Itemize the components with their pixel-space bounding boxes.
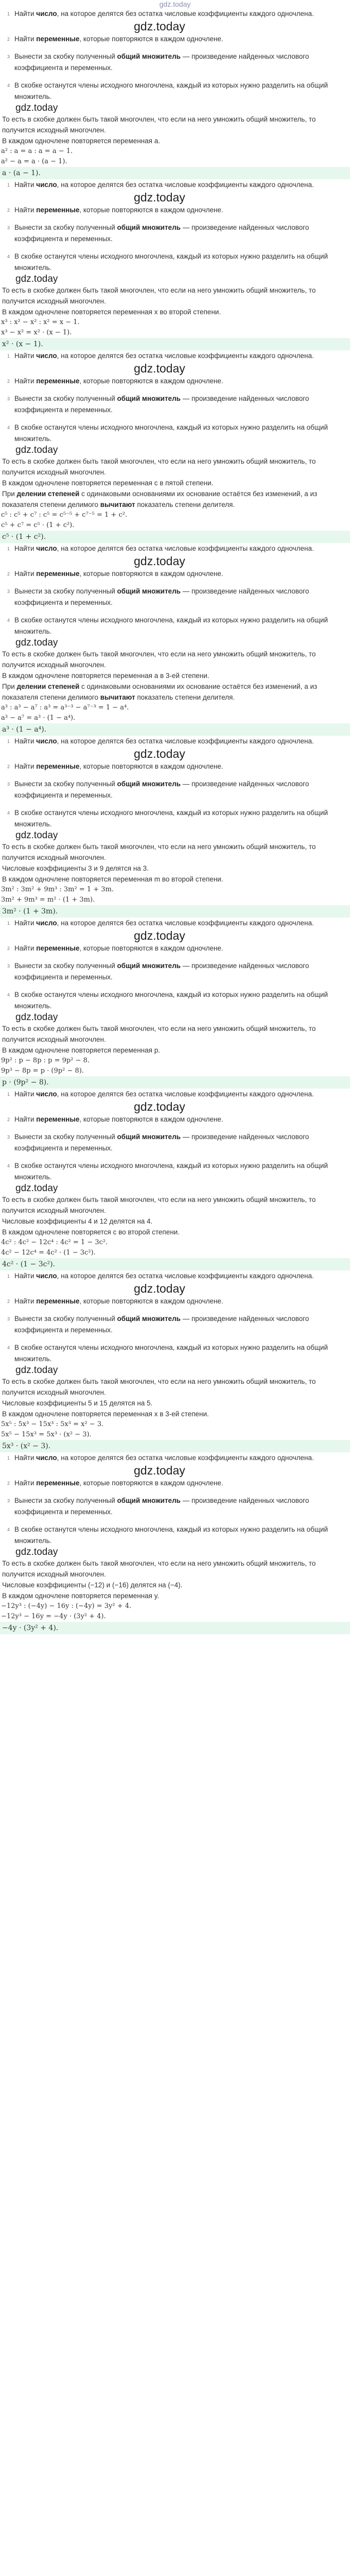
variable-text: В каждом одночлене повторяется c во второй степени. bbox=[2, 1228, 180, 1236]
formula-line: c⁵ : c⁵ + c⁷ : c⁵ = c⁵⁻⁵ + c⁷⁻⁵ = 1 + c². bbox=[1, 511, 128, 519]
step-number: 3 bbox=[7, 1134, 10, 1140]
formula-line: c⁵ + c⁷ = c⁵ · (1 + c²). bbox=[1, 521, 75, 529]
step-number: 4 bbox=[7, 618, 10, 623]
step-keyword: переменные bbox=[36, 570, 80, 578]
formula-line: −12y³ − 16y = −4y · (3y² + 4). bbox=[1, 1613, 106, 1620]
step-keyword: переменные bbox=[36, 944, 80, 952]
watermark-text: gdz.today bbox=[15, 445, 58, 455]
step-keyword: число bbox=[36, 919, 57, 927]
step-keyword: число bbox=[36, 1454, 57, 1462]
answer-highlight: a³ · (1 − a⁴). bbox=[0, 723, 350, 736]
step-number: 1 bbox=[7, 1274, 10, 1279]
step-1: 1 Найти число, на которое делятся без остатка числовые коэффициенты каждого одночлена. bbox=[0, 1270, 350, 1282]
formula-line: x³ − x² = x² · (x − 1). bbox=[1, 329, 72, 336]
step-number: 2 bbox=[7, 764, 10, 769]
step-number: 3 bbox=[7, 589, 10, 594]
step-keyword: переменные bbox=[36, 35, 80, 43]
step-1: 1 Найти число, на которое делятся без остатка числовые коэффициенты каждого одночлена. bbox=[0, 1089, 350, 1100]
step-3: 3 Вынести за скобку полученный общий множитель — произведение найденных числового коэффициента и переменных. bbox=[0, 222, 350, 245]
step-2: 2 Найти переменные, которые повторяются в каждом одночлене. bbox=[0, 1114, 350, 1125]
step-keyword: переменные bbox=[36, 206, 80, 214]
step-number: 1 bbox=[7, 182, 10, 188]
check-text: То есть в скобке должен быть такой многочлен, что если на него умножить общий множитель, то получится исходный многочлен. bbox=[2, 843, 316, 861]
coefficient-text: Числовые коэффициенты 4 и 12 делятся на 4. bbox=[2, 1217, 153, 1225]
check-text: То есть в скобке должен быть такой многочлен, что если на него умножить общий множитель, то получится исходный многочлен. bbox=[2, 457, 316, 476]
step-3: 3 Вынести за скобку полученный общий множитель — произведение найденных числового коэффициента и переменных. bbox=[0, 393, 350, 416]
formula-line: 3m² : 3m² + 9m³ : 3m² = 1 + 3m. bbox=[1, 886, 114, 893]
watermark-text: gdz.today bbox=[134, 362, 185, 375]
step-keyword: общий множитель bbox=[117, 395, 181, 402]
step-number: 1 bbox=[7, 921, 10, 926]
solution-content bbox=[0, 8, 350, 1634]
check-text: То есть в скобке должен быть такой многочлен, что если на него умножить общий множитель, то получится исходный многочлен. bbox=[2, 1378, 316, 1396]
step-1: 1 Найти число, на которое делятся без остатка числовые коэффициенты каждого одночлена. bbox=[0, 918, 350, 929]
watermark-text: gdz.today bbox=[134, 1464, 185, 1477]
watermark-text: gdz.today bbox=[15, 1012, 58, 1023]
check-text: То есть в скобке должен быть такой многочлен, что если на него умножить общий множитель, то получится исходный многочлен. bbox=[2, 115, 316, 134]
step-keyword: число bbox=[36, 352, 57, 360]
watermark-text: gdz.today bbox=[134, 747, 185, 760]
step-2: 2 Найти переменные, которые повторяются в каждом одночлене. bbox=[0, 376, 350, 387]
step-keyword: переменные bbox=[36, 1479, 80, 1487]
step-number: 4 bbox=[7, 1163, 10, 1168]
step-1: 1 Найти число, на которое делятся без остатка числовые коэффициенты каждого одночлена. bbox=[0, 179, 350, 191]
step-number: 2 bbox=[7, 1481, 10, 1486]
solution-block bbox=[0, 350, 350, 543]
step-number: 4 bbox=[7, 810, 10, 816]
step-number: 3 bbox=[7, 963, 10, 969]
step-number: 3 bbox=[7, 1316, 10, 1321]
formula-line: a³ : a³ − a⁷ : a³ = a³⁻³ − a⁷⁻³ = 1 − a⁴. bbox=[1, 704, 129, 711]
formula-line: 9p² : p − 8p : p = 9p² − 8. bbox=[1, 1057, 90, 1064]
step-number: 1 bbox=[7, 353, 10, 359]
algorithm-steps bbox=[0, 736, 350, 830]
step-keyword: переменные bbox=[36, 377, 80, 385]
step-number: 1 bbox=[7, 1092, 10, 1097]
step-3: 3 Вынести за скобку полученный общий множитель — произведение найденных числового коэффициента и переменных. bbox=[0, 1313, 350, 1336]
step-2: 2 Найти переменные, которые повторяются в каждом одночлене. bbox=[0, 205, 350, 216]
step-number: 4 bbox=[7, 425, 10, 430]
step-2: 2 Найти переменные, которые повторяются в каждом одночлене. bbox=[0, 33, 350, 45]
step-number: 2 bbox=[7, 1117, 10, 1122]
step-number: 3 bbox=[7, 54, 10, 59]
formula-line: a² − a = a · (a − 1). bbox=[1, 158, 67, 165]
solution-block bbox=[0, 1452, 350, 1634]
step-number: 3 bbox=[7, 782, 10, 787]
step-2: 2 Найти переменные, которые повторяются в каждом одночлене. bbox=[0, 1296, 350, 1307]
watermark-text: gdz.today bbox=[134, 1282, 185, 1295]
step-2: 2 Найти переменные, которые повторяются в каждом одночлене. bbox=[0, 943, 350, 954]
step-4: 4 В скобке останутся члены исходного многочлена, каждый из которых нужно разделить на общий множитель. bbox=[0, 1524, 350, 1547]
algorithm-steps bbox=[0, 8, 350, 103]
solution-block bbox=[0, 1270, 350, 1452]
step-number: 4 bbox=[7, 1345, 10, 1350]
coefficient-text: Числовые коэффициенты (−12) и (−16) делятся на (−4). bbox=[2, 1581, 183, 1589]
algorithm-steps bbox=[0, 350, 350, 445]
watermark-text: gdz.today bbox=[15, 103, 58, 113]
formula-line: a³ − a⁷ = a³ · (1 − a⁴). bbox=[1, 714, 76, 722]
step-number: 4 bbox=[7, 254, 10, 259]
top-watermark: gdz.today bbox=[159, 0, 191, 8]
step-keyword: переменные bbox=[36, 762, 80, 770]
algorithm-steps bbox=[0, 1452, 350, 1547]
step-keyword: число bbox=[36, 1272, 57, 1280]
step-keyword: число bbox=[36, 1090, 57, 1098]
formula-line: −12y³ : (−4y) − 16y : (−4y) = 3y² + 4. bbox=[1, 1602, 132, 1610]
answer-highlight: p · (9p² − 8). bbox=[0, 1076, 350, 1089]
variable-text: В каждом одночлене повторяется переменная x в 3-ей степени. bbox=[2, 1410, 209, 1418]
formula-line: 5x⁵ − 15x³ = 5x³ · (x² − 3). bbox=[1, 1431, 92, 1438]
variable-text: В каждом одночлене повторяется переменная p. bbox=[2, 1046, 160, 1054]
check-text: То есть в скобке должен быть такой многочлен, что если на него умножить общий множитель, то получится исходный многочлен. bbox=[2, 1196, 316, 1214]
watermark-text: gdz.today bbox=[134, 20, 185, 33]
algorithm-steps bbox=[0, 1270, 350, 1365]
step-keyword: общий множитель bbox=[117, 53, 181, 60]
step-3: 3 Вынести за скобку полученный общий множитель — произведение найденных числового коэффициента и переменных. bbox=[0, 960, 350, 983]
watermark-text: gdz.today bbox=[134, 1100, 185, 1113]
step-keyword: число bbox=[36, 10, 57, 18]
step-number: 2 bbox=[7, 571, 10, 577]
check-text: То есть в скобке должен быть такой многочлен, что если на него умножить общий множитель, то получится исходный многочлен. bbox=[2, 1560, 316, 1578]
step-number: 2 bbox=[7, 1299, 10, 1304]
variable-text: В каждом одночлене повторяется переменная m во второй степени. bbox=[2, 875, 223, 883]
algorithm-steps bbox=[0, 179, 350, 274]
step-number: 2 bbox=[7, 37, 10, 42]
step-keyword: число bbox=[36, 545, 57, 552]
formula-line: 3m² + 9m³ = m² · (1 + 3m). bbox=[1, 896, 95, 904]
step-number: 3 bbox=[7, 396, 10, 401]
step-3: 3 Вынести за скобку полученный общий множитель — произведение найденных числового коэффициента и переменных. bbox=[0, 586, 350, 608]
watermark-text: gdz.today bbox=[134, 554, 185, 568]
formula-line: 4c² : 4c² − 12c⁴ : 4c² = 1 − 3c². bbox=[1, 1239, 108, 1246]
variable-text: В каждом одночлене повторяется переменная c в пятой степени. bbox=[2, 479, 214, 487]
step-4: 4 В скобке останутся члены исходного многочлена, каждый из которых нужно разделить на общий множитель. bbox=[0, 422, 350, 445]
step-keyword: общий множитель bbox=[117, 587, 181, 595]
step-4: 4 В скобке останутся члены исходного многочлена, каждый из которых нужно разделить на общий множитель. bbox=[0, 1342, 350, 1365]
solution-block bbox=[0, 543, 350, 736]
step-4: 4 В скобке останутся члены исходного многочлена, каждый из которых нужно разделить на общий множитель. bbox=[0, 807, 350, 830]
division-rule: При делении степеней с одинаковыми основаниями их основание остаётся без изменений, а из показателя степени делимого вычитают показатель степени делителя. bbox=[2, 490, 318, 509]
step-number: 4 bbox=[7, 992, 10, 997]
step-3: 3 Вынести за скобку полученный общий множитель — произведение найденных числового коэффициента и переменных. bbox=[0, 1495, 350, 1518]
watermark-text: gdz.today bbox=[15, 1183, 58, 1194]
step-keyword: общий множитель bbox=[117, 224, 181, 231]
watermark-text: gdz.today bbox=[15, 1365, 58, 1376]
division-rule: При делении степеней с одинаковыми основаниями их основание остаётся без изменений, а из показателя степени делимого вычитают показатель степени делителя. bbox=[2, 683, 318, 701]
formula-line: 9p³ − 8p = p · (9p² − 8). bbox=[1, 1067, 84, 1075]
step-keyword: общий множитель bbox=[117, 962, 181, 970]
answer-highlight: c⁵ · (1 + c²). bbox=[0, 531, 350, 543]
watermark-text: gdz.today bbox=[15, 830, 58, 841]
answer-highlight: −4y · (3y² + 4). bbox=[0, 1622, 350, 1634]
variable-text: В каждом одночлене повторяется переменная y. bbox=[2, 1592, 160, 1600]
step-3: 3 Вынести за скобку полученный общий множитель — произведение найденных числового коэффициента и переменных. bbox=[0, 778, 350, 801]
step-4: 4 В скобке останутся члены исходного многочлена, каждый из которых нужно разделить на общий множитель. bbox=[0, 251, 350, 274]
watermark-text: gdz.today bbox=[134, 929, 185, 942]
check-text: То есть в скобке должен быть такой многочлен, что если на него умножить общий множитель, то получится исходный многочлен. bbox=[2, 286, 316, 305]
step-4: 4 В скобке останутся члены исходного многочлена, каждый из которых нужно разделить на общий множитель. bbox=[0, 615, 350, 637]
formula-line: 5x⁵ : 5x³ − 15x³ : 5x³ = x² − 3. bbox=[1, 1420, 104, 1428]
step-1: 1 Найти число, на которое делятся без остатка числовые коэффициенты каждого одночлена. bbox=[0, 543, 350, 554]
step-number: 4 bbox=[7, 1527, 10, 1532]
step-keyword: общий множитель bbox=[117, 1133, 181, 1141]
step-1: 1 Найти число, на которое делятся без остатка числовые коэффициенты каждого одночлена. bbox=[0, 1452, 350, 1464]
step-keyword: общий множитель bbox=[117, 1497, 181, 1504]
answer-highlight: 5x³ · (x² − 3). bbox=[0, 1440, 350, 1452]
step-keyword: переменные bbox=[36, 1297, 80, 1305]
answer-highlight: 3m² · (1 + 3m). bbox=[0, 905, 350, 918]
watermark-text: gdz.today bbox=[15, 1547, 58, 1557]
step-2: 2 Найти переменные, которые повторяются в каждом одночлене. bbox=[0, 568, 350, 580]
step-number: 3 bbox=[7, 1498, 10, 1503]
formula-line: x³ : x² − x² : x² = x − 1. bbox=[1, 318, 80, 326]
watermark-text: gdz.today bbox=[15, 274, 58, 284]
answer-highlight: x² · (x − 1). bbox=[0, 338, 350, 350]
step-keyword: общий множитель bbox=[117, 1315, 181, 1323]
step-4: 4 В скобке останутся члены исходного многочлена, каждый из которых нужно разделить на общий множитель. bbox=[0, 80, 350, 103]
solution-block bbox=[0, 8, 350, 179]
step-number: 2 bbox=[7, 379, 10, 384]
algorithm-steps bbox=[0, 1089, 350, 1183]
step-3: 3 Вынести за скобку полученный общий множитель — произведение найденных числового коэффициента и переменных. bbox=[0, 1131, 350, 1154]
check-text: То есть в скобке должен быть такой многочлен, что если на него умножить общий множитель, то получится исходный многочлен. bbox=[2, 1025, 316, 1043]
step-keyword: переменные bbox=[36, 1115, 80, 1123]
step-number: 1 bbox=[7, 11, 10, 16]
step-1: 1 Найти число, на которое делятся без остатка числовые коэффициенты каждого одночлена. bbox=[0, 8, 350, 20]
watermark-text: gdz.today bbox=[15, 637, 58, 648]
step-4: 4 В скобке останутся члены исходного многочлена, каждый из которых нужно разделить на общий множитель. bbox=[0, 989, 350, 1012]
solution-block bbox=[0, 736, 350, 918]
variable-text: В каждом одночлене повторяется переменная x во второй степени. bbox=[2, 308, 221, 316]
coefficient-text: Числовые коэффициенты 5 и 15 делятся на 5. bbox=[2, 1399, 153, 1407]
algorithm-steps bbox=[0, 543, 350, 637]
step-number: 3 bbox=[7, 225, 10, 230]
check-text: То есть в скобке должен быть такой многочлен, что если на него умножить общий множитель, то получится исходный многочлен. bbox=[2, 650, 316, 669]
variable-text: В каждом одночлене повторяется переменная a. bbox=[2, 137, 160, 145]
step-number: 2 bbox=[7, 208, 10, 213]
step-1: 1 Найти число, на которое делятся без остатка числовые коэффициенты каждого одночлена. bbox=[0, 736, 350, 747]
step-2: 2 Найти переменные, которые повторяются в каждом одночлене. bbox=[0, 1478, 350, 1489]
step-number: 4 bbox=[7, 83, 10, 88]
step-2: 2 Найти переменные, которые повторяются в каждом одночлене. bbox=[0, 761, 350, 772]
variable-text: В каждом одночлене повторяется переменная a в 3-ей степени. bbox=[2, 672, 209, 680]
step-keyword: число bbox=[36, 181, 57, 189]
watermark-text: gdz.today bbox=[134, 191, 185, 204]
step-number: 1 bbox=[7, 1455, 10, 1461]
step-1: 1 Найти число, на которое делятся без остатка числовые коэффициенты каждого одночлена. bbox=[0, 350, 350, 362]
answer-highlight: 4c² · (1 − 3c²). bbox=[0, 1258, 350, 1270]
step-keyword: общий множитель bbox=[117, 780, 181, 788]
solution-block bbox=[0, 918, 350, 1089]
formula-line: a² : a = a : a = a − 1. bbox=[1, 147, 73, 155]
solution-block bbox=[0, 1089, 350, 1270]
step-keyword: число bbox=[36, 737, 57, 745]
step-number: 2 bbox=[7, 946, 10, 951]
coefficient-text: Числовые коэффициенты 3 и 9 делятся на 3. bbox=[2, 865, 149, 872]
answer-highlight: a · (a − 1). bbox=[0, 167, 350, 179]
step-4: 4 В скобке останутся члены исходного многочлена, каждый из которых нужно разделить на общий множитель. bbox=[0, 1160, 350, 1183]
step-number: 1 bbox=[7, 546, 10, 551]
algorithm-steps bbox=[0, 918, 350, 1012]
step-number: 1 bbox=[7, 739, 10, 744]
step-3: 3 Вынести за скобку полученный общий множитель — произведение найденных числового коэффициента и переменных. bbox=[0, 51, 350, 74]
solution-block bbox=[0, 179, 350, 350]
formula-line: 4c² − 12c⁴ = 4c² · (1 − 3c²). bbox=[1, 1249, 96, 1257]
